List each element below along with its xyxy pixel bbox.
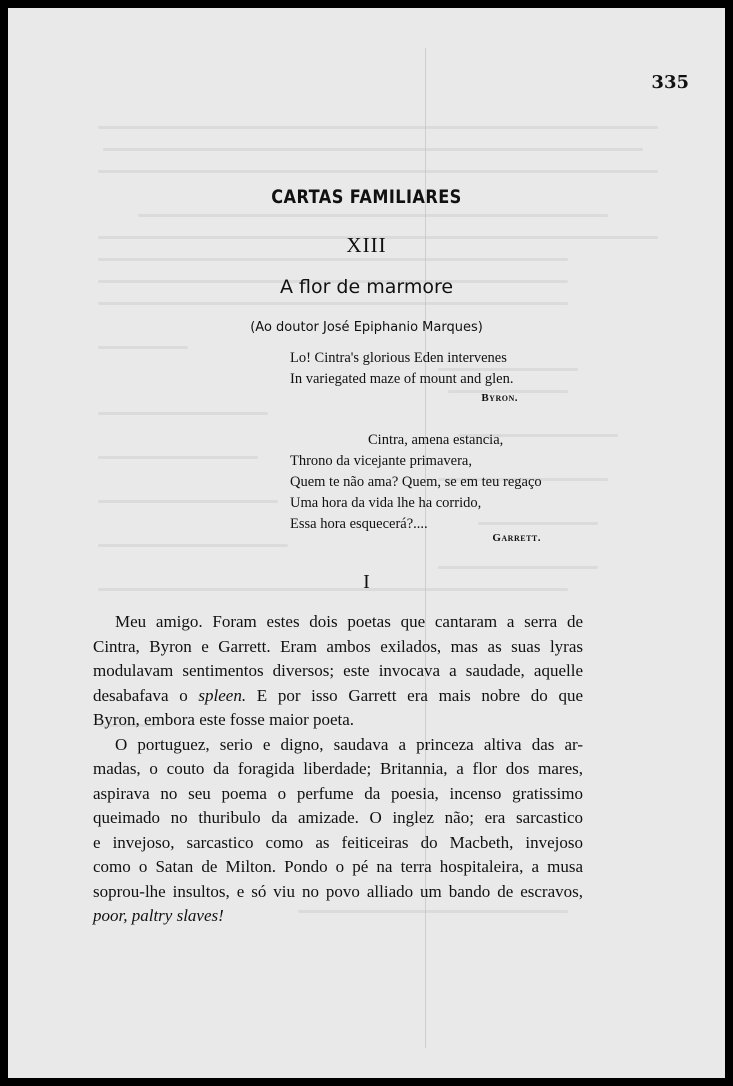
- text-line: e invejoso, sarcastico como as feiticeiras do Macbeth, invejoso: [93, 832, 583, 852]
- text-line: [93, 904, 583, 929]
- dedication: (Ao doutor José Epiphanio Marques): [250, 320, 483, 335]
- epigraph-line: Uma hora da vida lhe ha corrido,: [290, 495, 482, 511]
- page-number: 335: [651, 72, 689, 93]
- text-line: madas, o couto da foragida liberdade; Britannia, a flor dos mares,: [93, 759, 583, 778]
- epigraph-garrett: [290, 430, 542, 535]
- text-line: queimado no thuribulo da amizade. O inglez não; era sarcastico: [93, 808, 583, 827]
- chapter-title: A flor de marmore: [279, 276, 454, 298]
- body-text: [93, 610, 583, 929]
- epigraph-line: Throno da vicejante primavera,: [290, 453, 472, 469]
- text-line: Cintra, Byron e Garrett. Eram ambos exilados, mas as suas lyras: [93, 636, 583, 656]
- text-line: soprou-lhe insultos, e só viu no povo alliado um bando de escravos,: [93, 881, 583, 901]
- epigraph-line: Quem te não ama? Quem, se em teu regaço: [290, 474, 542, 490]
- epigraph-line: Essa hora esquecerá?....: [290, 516, 428, 532]
- text-line: modulavam sentimentos diversos; este invocava a saudade, aquelle: [93, 661, 583, 680]
- text-line: como o Satan de Milton. Pondo o pé na terra hospitaleira, a musa: [93, 857, 583, 876]
- chapter-number: XIII: [346, 233, 387, 257]
- text-line: aspirava no seu poema o perfume da poesia, incenso gratissimo: [93, 783, 583, 803]
- text-fragment: desabafava o: [93, 685, 188, 705]
- text-line: O portuguez, serio e digno, saudava a princeza altiva das ar-: [115, 734, 583, 754]
- epigraph-byron: [290, 348, 513, 390]
- text-line: Meu amigo. Foram estes dois poetas que cantaram a serra de: [115, 612, 583, 631]
- section-title: CARTAS FAMILIARES: [271, 186, 462, 208]
- text-fragment: E por isso Garrett era mais nobre do que: [256, 685, 584, 705]
- section-number: I: [363, 571, 370, 593]
- epigraph-line: Lo! Cintra's glorious Eden intervenes: [290, 350, 507, 366]
- epigraph-line: Cintra, amena estancia,: [368, 432, 504, 448]
- epigraph-attribution-byron: Byron.: [481, 392, 518, 404]
- text-line: Byron, embora este fosse maior poeta.: [93, 710, 355, 729]
- text-line: [93, 684, 583, 709]
- epigraph-line: In variegated maze of mount and glen.: [290, 371, 514, 387]
- book-page: [8, 8, 725, 1078]
- epigraph-attribution-garrett: Garrett.: [492, 532, 541, 544]
- italic-quote: poor, paltry slaves!: [93, 906, 224, 925]
- italic-word-spleen: spleen.: [198, 685, 247, 705]
